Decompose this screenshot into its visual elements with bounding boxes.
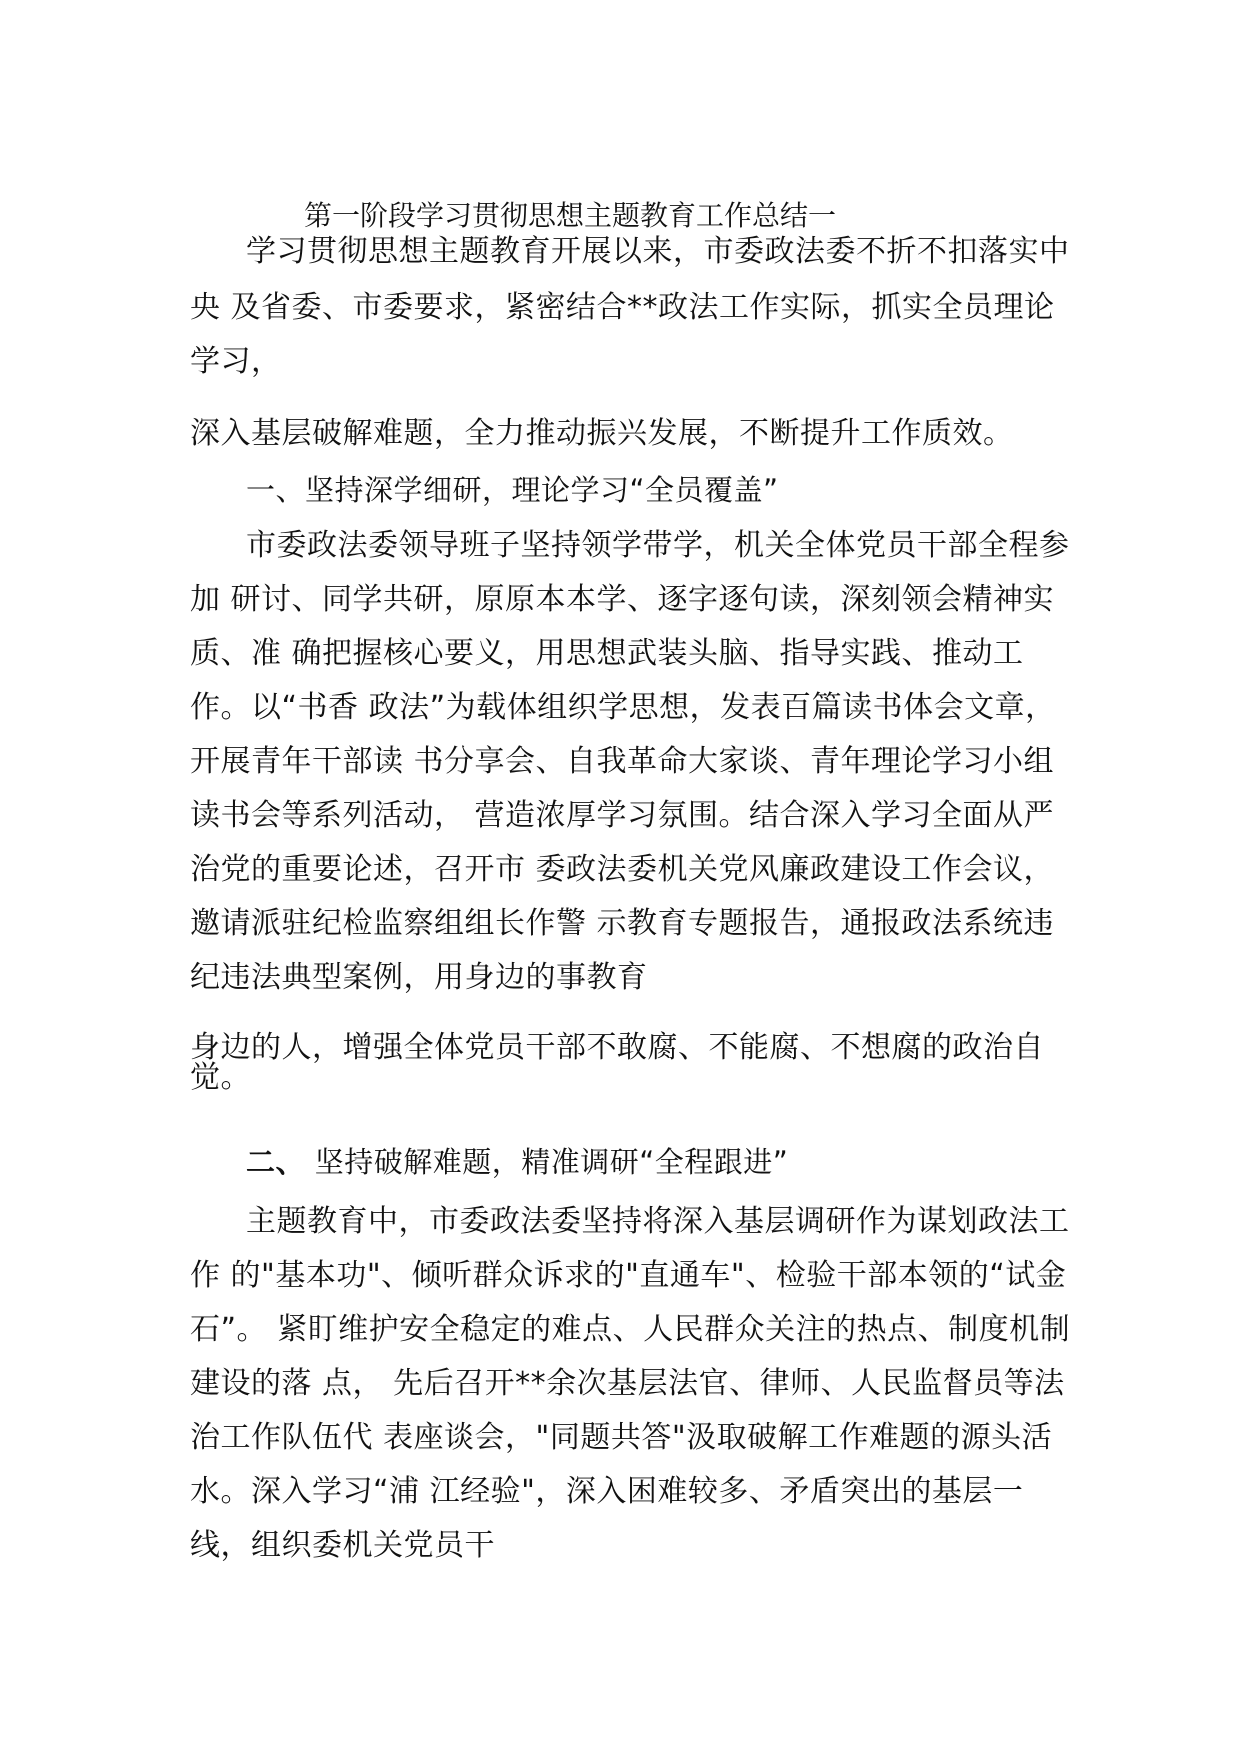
section-2-heading-text: 坚持破解难题，精准调研“全程跟进” (305, 1145, 789, 1179)
section-2-line-1: 主题教育中，市委政法委坚持将深入基层调研作为谋划政法工 (246, 1204, 1070, 1239)
section-1-line-9: 纪违法典型案例，用身边的事教育 (190, 960, 648, 995)
section-1-line-5: 开展青年干部读 书分享会、自我革命大家谈、青年理论学习小组 (190, 744, 1055, 779)
intro-line-2: 央 及省委、市委要求，紧密结合**政法工作实际，抓实全员理论 (190, 290, 1055, 325)
section-1-line-1: 市委政法委领导班子坚持领学带学，机关全体党员干部全程参 (246, 528, 1070, 563)
section-1-line-8: 邀请派驻纪检监察组组长作警 示教育专题报告，通报政法系统违 (190, 906, 1055, 941)
section-1-line-7: 治党的重要论述，召开市 委政法委机关党风廉政建设工作会议， (190, 852, 1055, 887)
intro-line-3: 学习， (190, 344, 282, 379)
section-2-line-7: 线，组织委机关党员干 (190, 1528, 495, 1563)
section-2-heading (246, 1140, 788, 1184)
section-2-line-4: 建设的落 点， 先后召开**余次基层法官、律师、人民监督员等法 (190, 1366, 1065, 1401)
intro-line-4: 深入基层破解难题，全力推动振兴发展，不断提升工作质效。 (190, 416, 1014, 451)
section-1-line-2: 加 研讨、同学共研，原原本本学、逐字逐句读，深刻领会精神实 (190, 582, 1055, 617)
section-2-heading-number: 二、 (246, 1145, 306, 1179)
section-2-line-6: 水。深入学习“浦 江经验"，深入困难较多、矛盾突出的基层一 (190, 1474, 1024, 1509)
section-2-line-2: 作 的"基本功"、倾听群众诉求的"直通车"、检验干部本领的“试金 (190, 1258, 1067, 1293)
section-1-tail-line-2: 觉。 (190, 1060, 251, 1095)
section-2-line-3: 石”。 紧盯维护安全稳定的难点、人民群众关注的热点、制度机制 (190, 1312, 1071, 1347)
section-1-heading: 一、坚持深学细研，理论学习“全员覆盖” (246, 473, 779, 507)
section-2-line-5: 治工作队伍代 表座谈会，"同题共答"汲取破解工作难题的源头活 (190, 1420, 1053, 1455)
intro-line-1: 学习贯彻思想主题教育开展以来，市委政法委不折不扣落实中 (246, 234, 1070, 269)
section-1-line-4: 作。以“书香 政法”为载体组织学思想，发表百篇读书体会文章， (190, 690, 1056, 725)
section-1-line-6: 读书会等系列活动， 营造浓厚学习氛围。结合深入学习全面从严 (190, 798, 1055, 833)
section-1-line-3: 质、准 确把握核心要义，用思想武装头脑、指导实践、推动工 (190, 636, 1024, 671)
document-title: 第一阶段学习贯彻思想主题教育工作总结一 (304, 199, 837, 232)
section-1-tail-line-1: 身边的人，增强全体党员干部不敢腐、不能腐、不想腐的政治自 (190, 1030, 1044, 1065)
